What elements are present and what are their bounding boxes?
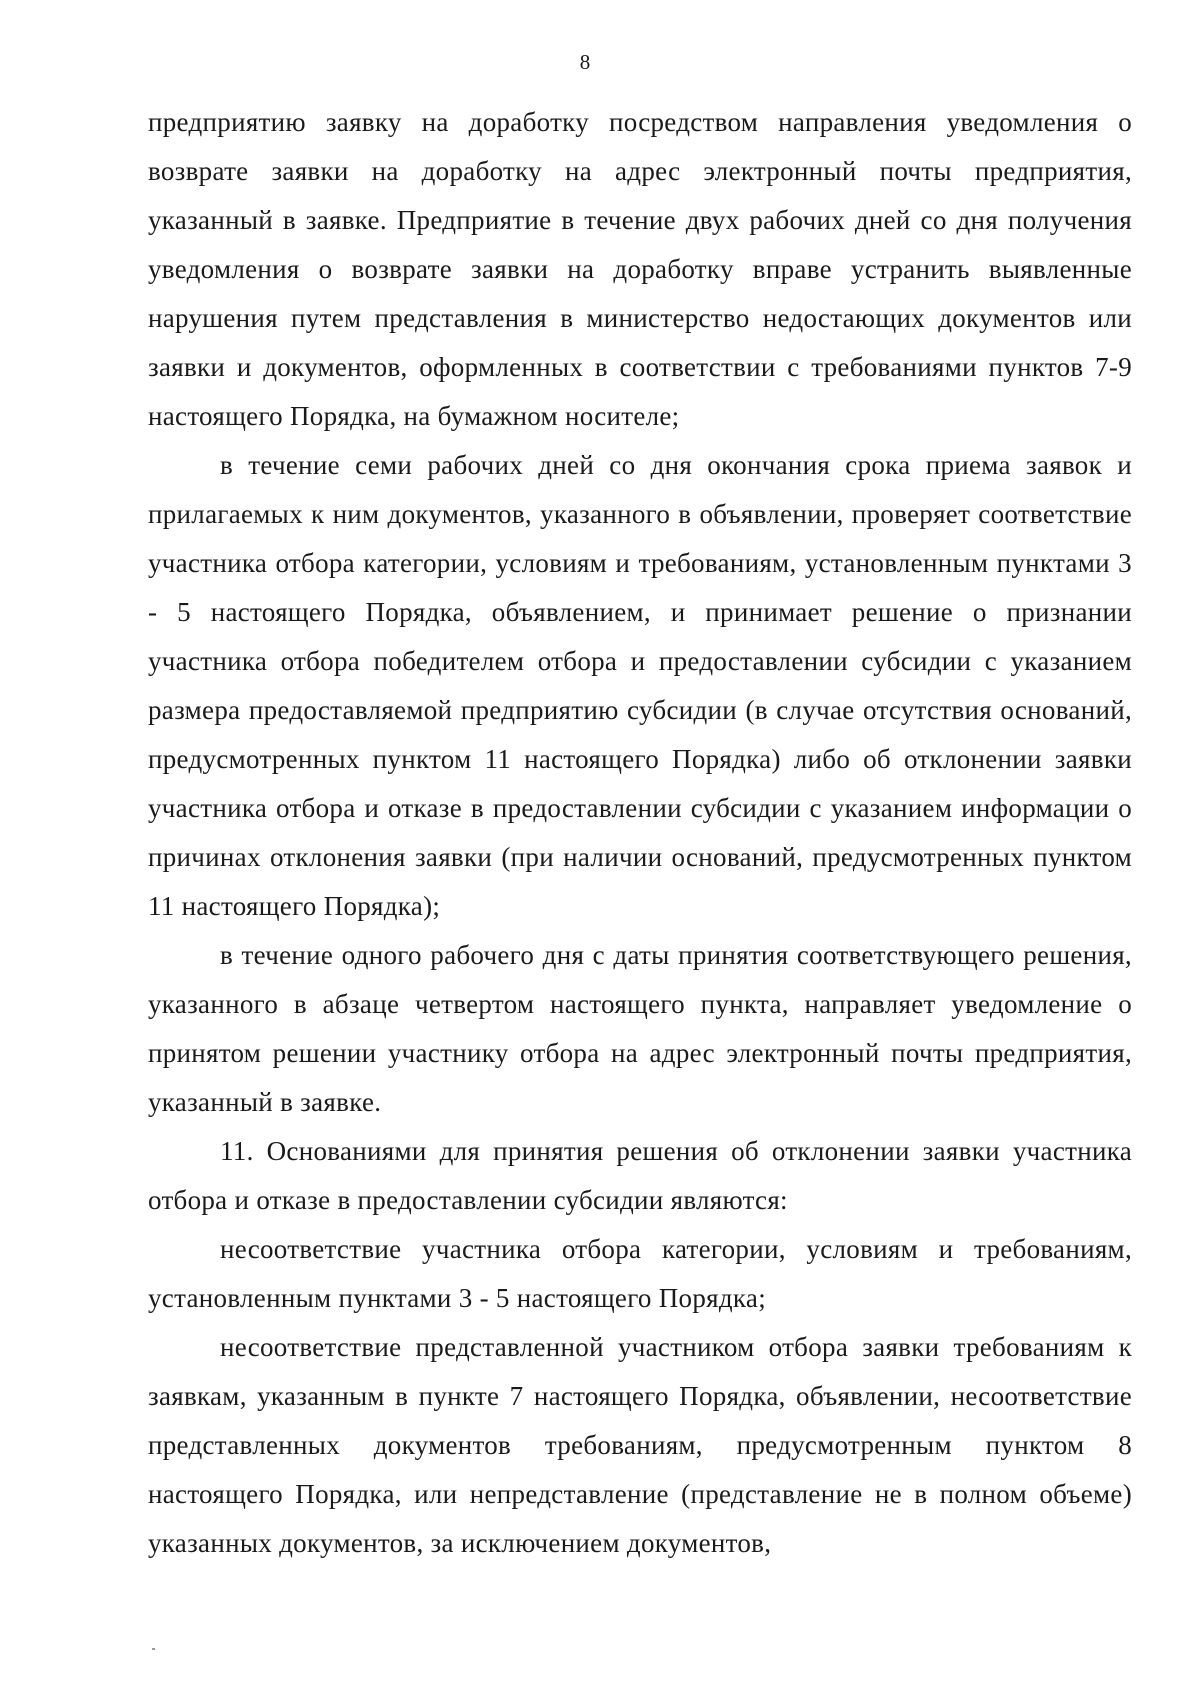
paragraph-notification: в течение одного рабочего дня с даты принятия соответствующего решения, указанного в абзаце четвертом настоящего пункта, направляет уведомление о принятом решении участнику отбора на адрес электронный почты предприятия, указанный в заявке. xyxy=(148,940,1132,1117)
scan-artifact xyxy=(152,1648,155,1650)
paragraph-ground-documents: несоответствие представленной участником отбора заявки требованиям к заявкам, указанным в пункте 7 настоящего Порядка, объявлении, несоответствие представленных документов требованиям, предусмотренным пунктом 8 настоящего Порядка, или непредставление (представление не в полном объеме) указанных документов, за исключением документов, xyxy=(148,1332,1132,1558)
paragraph-review-deadline: в течение семи рабочих дней со дня окончания срока приема заявок и прилагаемых к ним документов, указанного в объявлении, проверяет соответствие участника отбора категории, условиям и требованиям, установленным пунктами 3 - 5 настоящего Порядка, объявлением, и принимает решение о признании участника отбора победителем отбора и предоставлении субсидии с указанием размера предоставляемой предприятию субсидии (в случае отсутствия оснований, предусмотренных пунктом 11 настоящего Порядка) либо об отклонении заявки участника отбора и отказе в предоставлении субсидии с указанием информации о причинах отклонения заявки (при наличии оснований, предусмотренных пунктом 11 настоящего Порядка); xyxy=(148,450,1132,921)
page-number: 8 xyxy=(579,50,591,74)
document-body xyxy=(148,98,1132,1568)
paragraph-ground-noncompliance: несоответствие участника отбора категории, условиям и требованиям, установленным пунктами 3 - 5 настоящего Порядка; xyxy=(148,1234,1132,1313)
paragraph-item-11: 11. Основаниями для принятия решения об отклонении заявки участника отбора и отказе в предоставлении субсидии являются: xyxy=(148,1136,1132,1215)
paragraph-continuation: предприятию заявку на доработку посредством направления уведомления о возврате заявки на доработку на адрес электронный почты предприятия, указанный в заявке. Предприятие в течение двух рабочих дней со дня получения уведомления о возврате заявки на доработку вправе устранить выявленные нарушения путем представления в министерство недостающих документов или заявки и документов, оформленных в соответствии с требованиями пунктов 7-9 настоящего Порядка, на бумажном носителе; xyxy=(148,107,1132,431)
